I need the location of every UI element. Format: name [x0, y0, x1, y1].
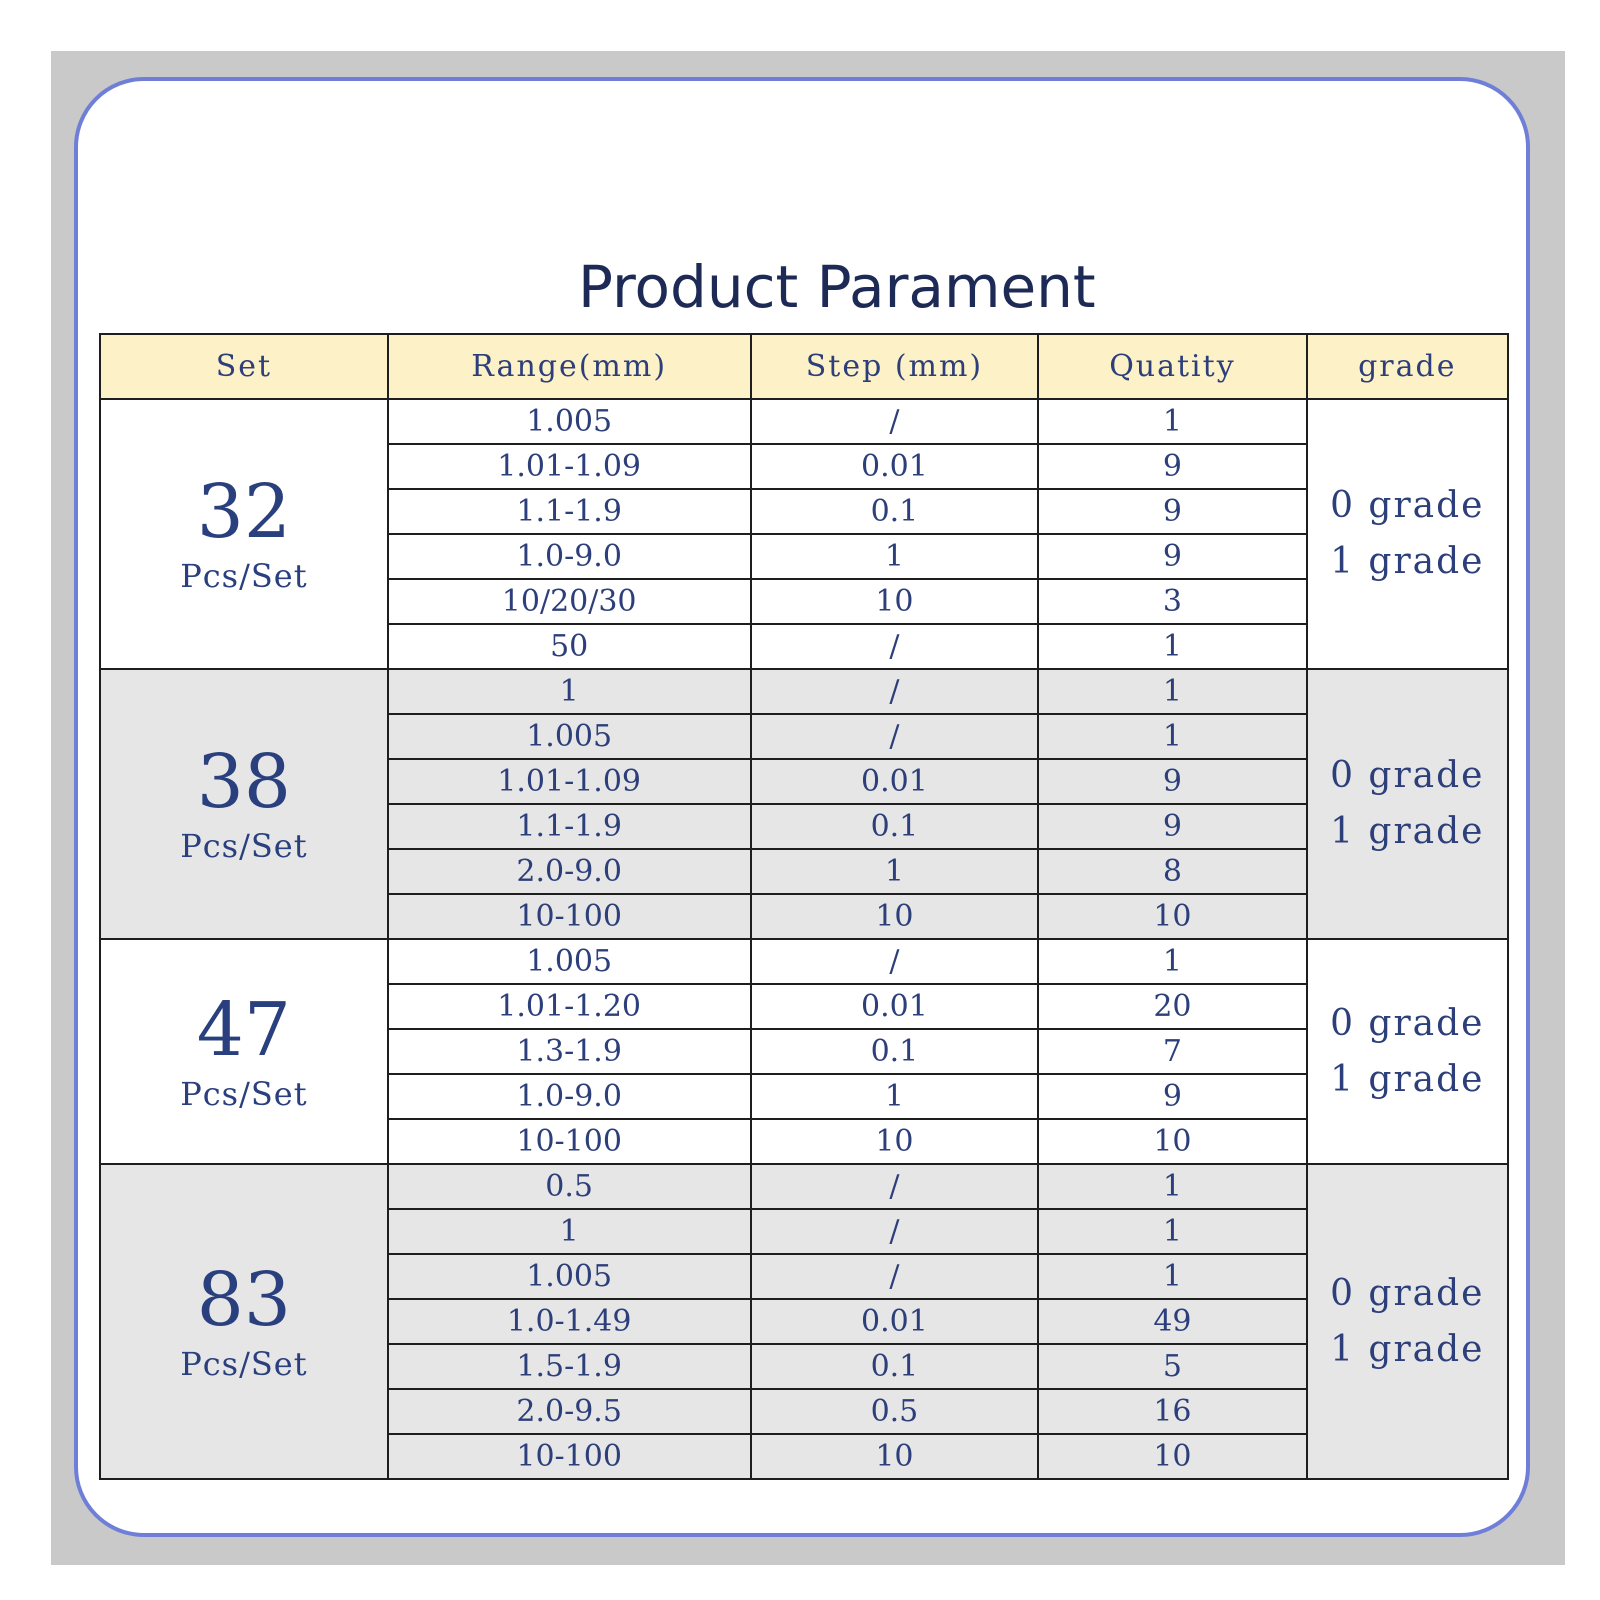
quantity-cell: 8 [1038, 849, 1306, 894]
range-cell: 2.0-9.0 [388, 849, 751, 894]
quantity-cell: 49 [1038, 1299, 1306, 1344]
range-cell: 2.0-9.5 [388, 1389, 751, 1434]
set-cell [100, 939, 388, 1164]
range-cell: 1 [388, 1209, 751, 1254]
set-unit: Pcs/Set [180, 1074, 308, 1113]
quantity-cell: 9 [1038, 534, 1306, 579]
grade-label: 1 grade [1330, 541, 1485, 582]
table-row [100, 1164, 1508, 1209]
page-title: Product Parament [578, 253, 1096, 321]
set-cell [100, 399, 388, 669]
quantity-cell: 9 [1038, 804, 1306, 849]
step-cell: 0.1 [751, 1029, 1039, 1074]
quantity-cell: 1 [1038, 669, 1306, 714]
step-cell: 10 [751, 1119, 1039, 1164]
step-cell: / [751, 399, 1039, 444]
quantity-cell: 3 [1038, 579, 1306, 624]
quantity-cell: 1 [1038, 1209, 1306, 1254]
table-row [100, 939, 1508, 984]
step-cell: 1 [751, 849, 1039, 894]
set-unit: Pcs/Set [180, 1344, 308, 1383]
range-cell: 1.1-1.9 [388, 804, 751, 849]
range-cell: 1.005 [388, 714, 751, 759]
set-cell [100, 669, 388, 939]
grade-label: 1 grade [1330, 1328, 1485, 1370]
range-cell: 1.005 [388, 399, 751, 444]
quantity-cell: 1 [1038, 1254, 1306, 1299]
step-cell: 0.1 [751, 489, 1039, 534]
quantity-cell: 1 [1038, 624, 1306, 669]
step-cell: 1 [751, 534, 1039, 579]
table-row [100, 669, 1508, 714]
step-cell: / [751, 669, 1039, 714]
step-cell: 10 [751, 894, 1039, 939]
step-cell: 0.1 [751, 804, 1039, 849]
quantity-cell: 9 [1038, 759, 1306, 804]
step-cell: 0.1 [751, 1344, 1039, 1389]
grade-label: 0 grade [1330, 485, 1485, 526]
set-unit: Pcs/Set [180, 827, 308, 865]
quantity-cell: 16 [1038, 1389, 1306, 1434]
set-unit: Pcs/Set [180, 557, 308, 595]
step-cell: 10 [751, 1434, 1039, 1479]
grade-label: 0 grade [1330, 755, 1485, 796]
range-cell: 1.3-1.9 [388, 1029, 751, 1074]
range-cell: 10-100 [388, 1119, 751, 1164]
set-count: 38 [196, 739, 291, 825]
step-cell: / [751, 1164, 1039, 1209]
quantity-cell: 1 [1038, 939, 1306, 984]
set-count: 32 [196, 469, 291, 555]
step-cell: / [751, 1254, 1039, 1299]
step-cell: / [751, 624, 1039, 669]
range-cell: 0.5 [388, 1164, 751, 1209]
step-cell: 0.01 [751, 759, 1039, 804]
header-quantity: Quatity [1038, 334, 1306, 399]
range-cell: 1.0-1.49 [388, 1299, 751, 1344]
quantity-cell: 5 [1038, 1344, 1306, 1389]
grade-label: 0 grade [1330, 1002, 1485, 1044]
quantity-cell: 1 [1038, 399, 1306, 444]
quantity-cell: 10 [1038, 1119, 1306, 1164]
step-cell: / [751, 714, 1039, 759]
range-cell: 1.0-9.0 [388, 534, 751, 579]
table-header-row [100, 334, 1508, 399]
grade-label: 1 grade [1330, 811, 1485, 852]
range-cell: 1.1-1.9 [388, 489, 751, 534]
quantity-cell: 20 [1038, 984, 1306, 1029]
grade-cell [1307, 669, 1508, 939]
quantity-cell: 9 [1038, 444, 1306, 489]
header-step: Step (mm) [751, 334, 1039, 399]
range-cell: 1.0-9.0 [388, 1074, 751, 1119]
quantity-cell: 9 [1038, 489, 1306, 534]
header-grade: grade [1307, 334, 1508, 399]
range-cell: 1.005 [388, 939, 751, 984]
grade-cell [1307, 399, 1508, 669]
table-body [100, 399, 1508, 1479]
set-count: 47 [196, 986, 291, 1073]
step-cell: 0.01 [751, 1299, 1039, 1344]
header-range: Range(mm) [388, 334, 751, 399]
range-cell: 1.01-1.09 [388, 759, 751, 804]
step-cell: 10 [751, 579, 1039, 624]
range-cell: 50 [388, 624, 751, 669]
step-cell: 0.01 [751, 444, 1039, 489]
step-cell: 1 [751, 1074, 1039, 1119]
grade-label: 0 grade [1330, 1272, 1485, 1314]
quantity-cell: 10 [1038, 1434, 1306, 1479]
product-parameter-table [99, 333, 1509, 1480]
table-row [100, 399, 1508, 444]
quantity-cell: 9 [1038, 1074, 1306, 1119]
range-cell: 10/20/30 [388, 579, 751, 624]
set-cell [100, 1164, 388, 1479]
grade-cell [1307, 1164, 1508, 1479]
set-count: 83 [196, 1256, 291, 1343]
range-cell: 1.01-1.09 [388, 444, 751, 489]
range-cell: 1.5-1.9 [388, 1344, 751, 1389]
range-cell: 1.005 [388, 1254, 751, 1299]
range-cell: 10-100 [388, 894, 751, 939]
quantity-cell: 7 [1038, 1029, 1306, 1074]
header-set: Set [100, 334, 388, 399]
quantity-cell: 1 [1038, 1164, 1306, 1209]
range-cell: 1.01-1.20 [388, 984, 751, 1029]
step-cell: 0.01 [751, 984, 1039, 1029]
range-cell: 10-100 [388, 1434, 751, 1479]
step-cell: / [751, 1209, 1039, 1254]
grade-cell [1307, 939, 1508, 1164]
range-cell: 1 [388, 669, 751, 714]
quantity-cell: 1 [1038, 714, 1306, 759]
step-cell: / [751, 939, 1039, 984]
grade-label: 1 grade [1330, 1058, 1485, 1100]
step-cell: 0.5 [751, 1389, 1039, 1434]
quantity-cell: 10 [1038, 894, 1306, 939]
